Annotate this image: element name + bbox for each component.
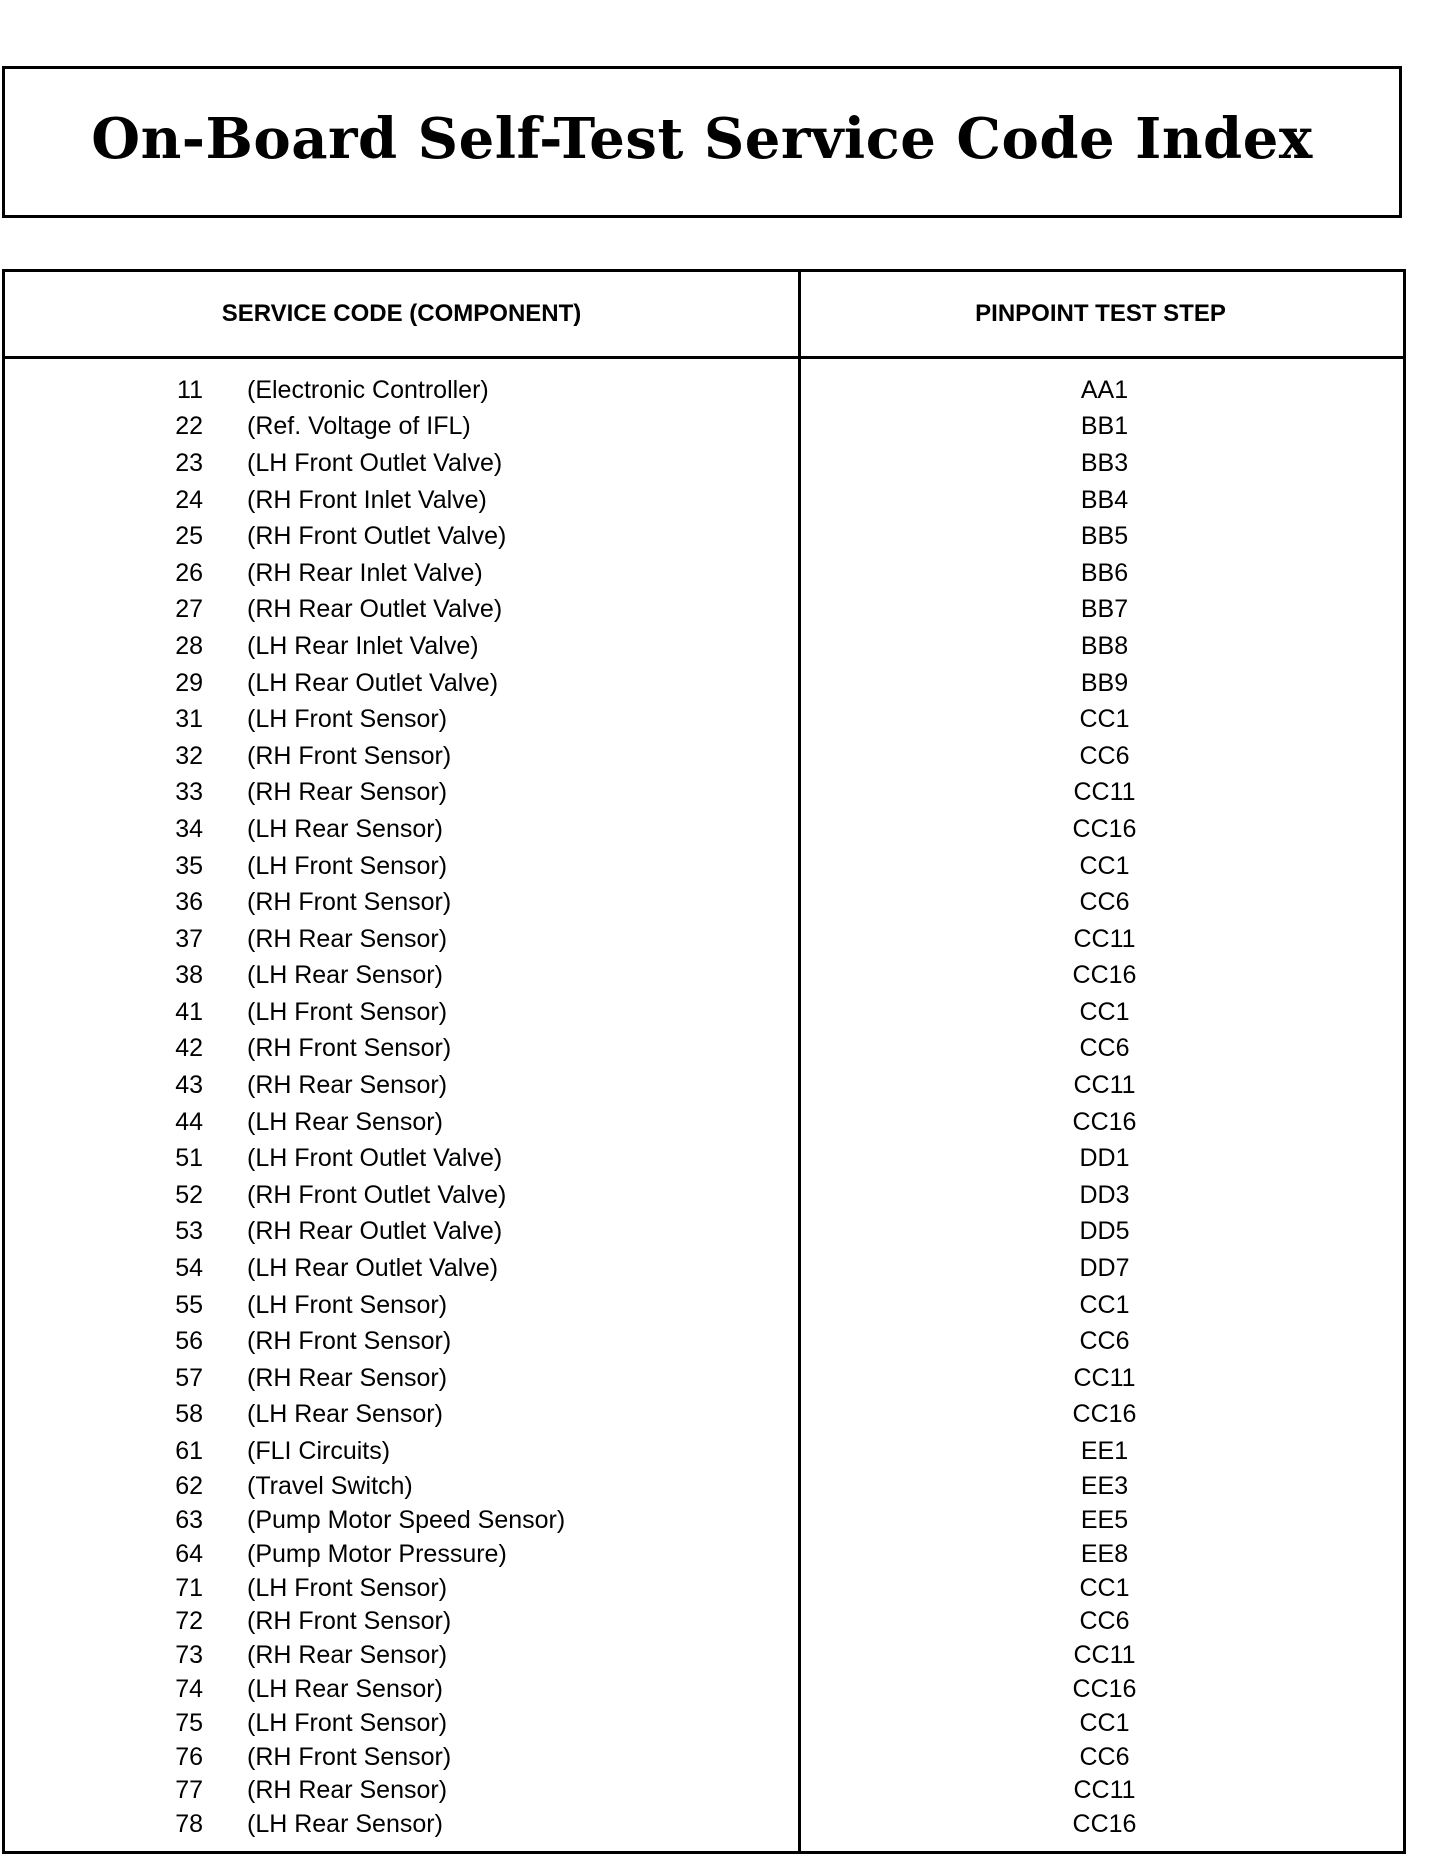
component-name: (LH Rear Sensor) xyxy=(247,1107,443,1136)
component-name: (RH Rear Sensor) xyxy=(247,1776,448,1805)
table-row xyxy=(5,555,1403,592)
table-row xyxy=(5,1673,1403,1707)
header-service-code: SERVICE CODE (COMPONENT) xyxy=(221,300,582,327)
component-name: (LH Front Sensor) xyxy=(247,1708,448,1737)
component-name: (LH Rear Sensor) xyxy=(247,814,443,843)
component-name: (RH Front Inlet Valve) xyxy=(247,485,487,514)
service-code: 51 xyxy=(175,1144,203,1173)
service-code: 53 xyxy=(175,1217,203,1246)
pinpoint-test-step: CC11 xyxy=(1073,1071,1136,1100)
service-code: 62 xyxy=(175,1472,203,1501)
service-code: 78 xyxy=(175,1810,203,1839)
pinpoint-test-step: EE8 xyxy=(1080,1539,1129,1568)
service-code: 58 xyxy=(175,1400,203,1429)
table-row xyxy=(5,1470,1403,1504)
component-name: (LH Rear Sensor) xyxy=(247,1400,443,1429)
component-name: (LH Rear Sensor) xyxy=(247,961,443,990)
header-pinpoint-test-step: PINPOINT TEST STEP xyxy=(975,300,1226,327)
component-name: (RH Rear Sensor) xyxy=(247,1363,448,1392)
pinpoint-test-step: DD3 xyxy=(1079,1180,1130,1209)
service-code: 35 xyxy=(175,851,203,880)
service-code: 73 xyxy=(175,1641,203,1670)
service-code: 27 xyxy=(175,595,203,624)
component-name: (FLI Circuits) xyxy=(247,1437,391,1466)
pinpoint-test-step: AA1 xyxy=(1080,375,1129,404)
table-row xyxy=(5,994,1403,1031)
pinpoint-test-step: BB7 xyxy=(1080,595,1129,624)
pinpoint-test-step: DD5 xyxy=(1079,1217,1130,1246)
page-title: On-Board Self-Test Service Code Index xyxy=(91,106,1313,172)
table-row xyxy=(5,921,1403,958)
table-row xyxy=(5,1067,1403,1104)
component-name: (LH Rear Outlet Valve) xyxy=(247,668,499,697)
table-body xyxy=(5,359,1403,1842)
table-row xyxy=(5,1740,1403,1774)
pinpoint-test-step: CC6 xyxy=(1079,1742,1130,1771)
service-code: 43 xyxy=(175,1071,203,1100)
service-code: 71 xyxy=(175,1573,203,1602)
table-row xyxy=(5,482,1403,519)
component-name: (RH Front Sensor) xyxy=(247,1034,452,1063)
table-row xyxy=(5,665,1403,702)
pinpoint-test-step: CC16 xyxy=(1072,814,1137,843)
service-code: 54 xyxy=(175,1254,203,1283)
component-name: (LH Rear Outlet Valve) xyxy=(247,1254,499,1283)
pinpoint-test-step: CC6 xyxy=(1079,1034,1130,1063)
service-code: 37 xyxy=(175,924,203,953)
component-name: (Travel Switch) xyxy=(247,1472,413,1501)
table-row xyxy=(5,1504,1403,1538)
service-code: 28 xyxy=(175,631,203,660)
pinpoint-test-step: CC11 xyxy=(1073,1776,1136,1805)
component-name: (RH Rear Inlet Valve) xyxy=(247,558,483,587)
pinpoint-test-step: CC11 xyxy=(1073,924,1136,953)
pinpoint-test-step: CC1 xyxy=(1079,1708,1130,1737)
service-code-table xyxy=(2,269,1406,1854)
pinpoint-test-step: BB4 xyxy=(1080,485,1129,514)
component-name: (LH Front Sensor) xyxy=(247,851,448,880)
table-row xyxy=(5,1639,1403,1673)
table-row xyxy=(5,738,1403,775)
table-row xyxy=(5,518,1403,555)
service-code: 31 xyxy=(175,705,203,734)
pinpoint-test-step: CC11 xyxy=(1073,1363,1136,1392)
service-code: 55 xyxy=(175,1290,203,1319)
pinpoint-test-step: CC16 xyxy=(1072,1400,1137,1429)
pinpoint-test-step: CC16 xyxy=(1072,961,1137,990)
component-name: (RH Rear Sensor) xyxy=(247,924,448,953)
pinpoint-test-step: CC11 xyxy=(1073,778,1136,807)
component-name: (LH Front Outlet Valve) xyxy=(247,448,503,477)
pinpoint-test-step: CC6 xyxy=(1079,1327,1130,1356)
component-name: (RH Front Outlet Valve) xyxy=(247,522,507,551)
table-row xyxy=(5,1323,1403,1360)
pinpoint-test-step: CC11 xyxy=(1073,1641,1136,1670)
service-code: 76 xyxy=(175,1742,203,1771)
pinpoint-test-step: CC6 xyxy=(1079,741,1130,770)
component-name: (LH Front Sensor) xyxy=(247,705,448,734)
service-code: 41 xyxy=(175,997,203,1026)
pinpoint-test-step: BB3 xyxy=(1080,448,1129,477)
pinpoint-test-step: CC1 xyxy=(1079,1290,1130,1319)
table-row xyxy=(5,1571,1403,1605)
service-code: 77 xyxy=(175,1776,203,1805)
table-row xyxy=(5,1250,1403,1287)
table-row xyxy=(5,848,1403,885)
service-code: 61 xyxy=(175,1437,203,1466)
service-code: 34 xyxy=(175,814,203,843)
pinpoint-test-step: EE1 xyxy=(1080,1437,1129,1466)
pinpoint-test-step: EE5 xyxy=(1080,1506,1129,1534)
title-box xyxy=(2,66,1402,218)
component-name: (RH Front Sensor) xyxy=(247,888,452,917)
component-name: (LH Rear Sensor) xyxy=(247,1674,443,1703)
service-code: 56 xyxy=(175,1327,203,1356)
pinpoint-test-step: CC1 xyxy=(1079,997,1130,1026)
component-name: (LH Rear Inlet Valve) xyxy=(247,631,479,660)
component-name: (LH Front Sensor) xyxy=(247,1573,448,1602)
pinpoint-test-step: CC1 xyxy=(1079,1573,1130,1602)
component-name: (LH Front Sensor) xyxy=(247,1290,448,1319)
service-code: 29 xyxy=(175,668,203,697)
service-code: 26 xyxy=(175,558,203,587)
table-row xyxy=(5,884,1403,921)
service-code: 42 xyxy=(175,1034,203,1063)
pinpoint-test-step: CC16 xyxy=(1072,1674,1137,1703)
table-row xyxy=(5,592,1403,629)
component-name: (RH Rear Sensor) xyxy=(247,778,448,807)
table-row xyxy=(5,1287,1403,1324)
table-row xyxy=(5,1397,1403,1434)
table-row xyxy=(5,445,1403,482)
table-header xyxy=(5,272,1403,359)
pinpoint-test-step: BB9 xyxy=(1080,668,1129,697)
pinpoint-test-step: DD7 xyxy=(1079,1254,1130,1283)
table-row xyxy=(5,1808,1403,1842)
component-name: (Ref. Voltage of IFL) xyxy=(247,412,471,441)
table-row xyxy=(5,1177,1403,1214)
table-row xyxy=(5,775,1403,812)
component-name: (RH Front Outlet Valve) xyxy=(247,1180,507,1209)
pinpoint-test-step: CC1 xyxy=(1079,705,1130,734)
pinpoint-test-step: CC1 xyxy=(1079,851,1130,880)
service-code: 44 xyxy=(175,1107,203,1136)
component-name: (Electronic Controller) xyxy=(247,375,489,404)
table-row xyxy=(5,1774,1403,1808)
service-code: 52 xyxy=(175,1180,203,1209)
component-name: (RH Front Sensor) xyxy=(247,1742,452,1771)
pinpoint-test-step: BB6 xyxy=(1080,558,1129,587)
pinpoint-test-step: EE3 xyxy=(1080,1472,1129,1501)
pinpoint-test-step: CC16 xyxy=(1072,1107,1137,1136)
pinpoint-test-step: CC16 xyxy=(1072,1810,1137,1839)
pinpoint-test-step: CC6 xyxy=(1079,888,1130,917)
service-code: 63 xyxy=(175,1506,203,1534)
pinpoint-test-step: DD1 xyxy=(1079,1144,1130,1173)
service-code: 32 xyxy=(175,741,203,770)
component-name: (Pump Motor Pressure) xyxy=(247,1539,507,1568)
table-row xyxy=(5,1140,1403,1177)
component-name: (RH Front Sensor) xyxy=(247,1327,452,1356)
component-name: (RH Front Sensor) xyxy=(247,1607,452,1636)
service-code: 22 xyxy=(175,412,203,441)
service-code: 72 xyxy=(175,1607,203,1636)
service-code: 11 xyxy=(177,375,203,404)
component-name: (RH Rear Outlet Valve) xyxy=(247,1217,503,1246)
service-code: 24 xyxy=(175,485,203,514)
service-code: 75 xyxy=(175,1708,203,1737)
service-code: 33 xyxy=(175,778,203,807)
component-name: (LH Front Outlet Valve) xyxy=(247,1144,503,1173)
component-name: (RH Front Sensor) xyxy=(247,741,452,770)
component-name: (RH Rear Outlet Valve) xyxy=(247,595,503,624)
table-row xyxy=(5,1360,1403,1397)
table-row xyxy=(5,1537,1403,1571)
pinpoint-test-step: CC6 xyxy=(1079,1607,1130,1636)
table-row xyxy=(5,958,1403,995)
component-name: (LH Front Sensor) xyxy=(247,997,448,1026)
table-row xyxy=(5,409,1403,446)
table-row xyxy=(5,1104,1403,1141)
table-row xyxy=(5,372,1403,409)
service-code: 64 xyxy=(175,1539,203,1568)
table-row xyxy=(5,1706,1403,1740)
table-row xyxy=(5,1031,1403,1068)
pinpoint-test-step: BB5 xyxy=(1080,522,1129,551)
table-row xyxy=(5,701,1403,738)
table-row xyxy=(5,1214,1403,1251)
table-row xyxy=(5,1605,1403,1639)
service-code: 36 xyxy=(175,888,203,917)
service-code: 74 xyxy=(175,1674,203,1703)
component-name: (LH Rear Sensor) xyxy=(247,1810,443,1839)
table-row xyxy=(5,811,1403,848)
service-code: 23 xyxy=(175,448,203,477)
component-name: (RH Rear Sensor) xyxy=(247,1071,448,1100)
pinpoint-test-step: BB1 xyxy=(1080,412,1129,441)
table-row xyxy=(5,1433,1403,1470)
table-row xyxy=(5,628,1403,665)
pinpoint-test-step: BB8 xyxy=(1080,631,1129,660)
component-name: (RH Rear Sensor) xyxy=(247,1641,448,1670)
service-code: 38 xyxy=(175,961,203,990)
service-code: 25 xyxy=(175,522,203,551)
component-name: (Pump Motor Speed Sensor) xyxy=(247,1506,566,1534)
service-code: 57 xyxy=(175,1363,203,1392)
